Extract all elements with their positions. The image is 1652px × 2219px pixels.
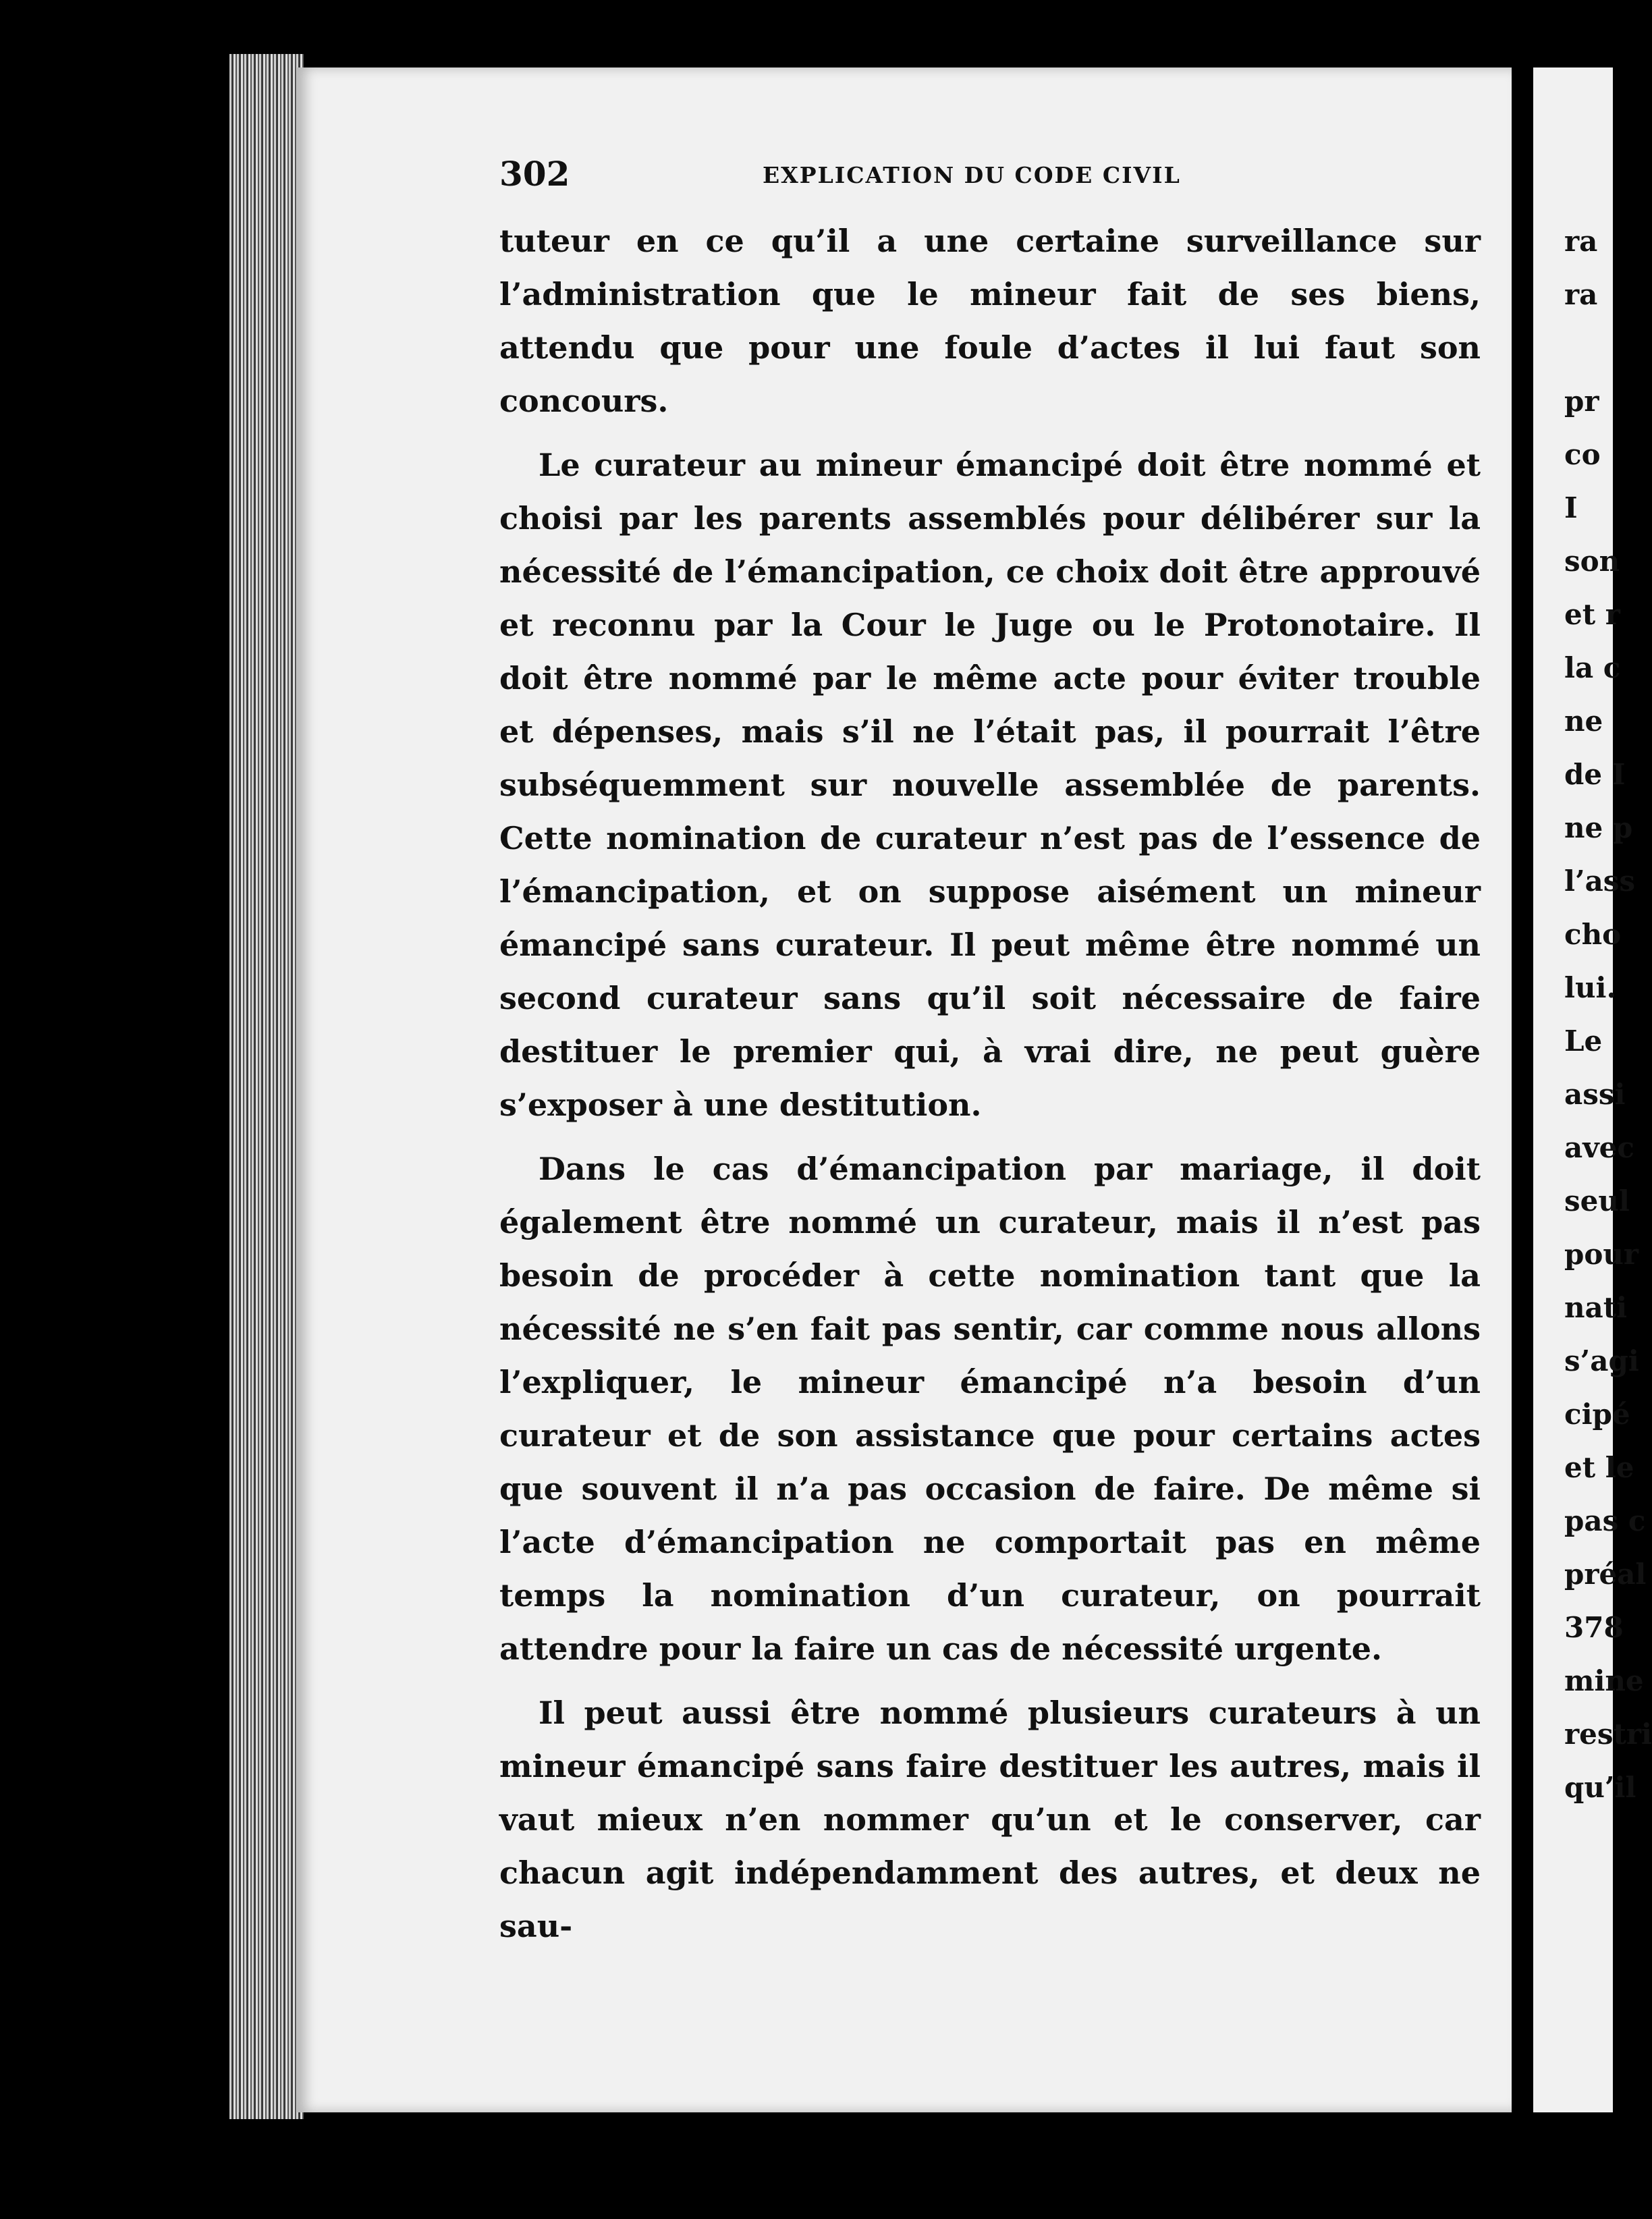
facing-line: ra [1564,225,1598,258]
facing-line: s’agi [1564,1344,1639,1377]
facing-line: avec [1564,1131,1634,1164]
page-edges [229,54,304,2119]
facing-line: co [1564,438,1601,471]
facing-line: et le [1564,1451,1634,1484]
facing-line: mine [1564,1664,1644,1697]
facing-line: I [1564,491,1578,524]
facing-line: ne p [1564,811,1633,844]
facing-line: cho [1564,918,1622,951]
facing-line: pr [1564,385,1599,418]
facing-page-text [1564,215,1652,1814]
facing-line: pas c [1564,1504,1646,1537]
paragraph-1: tuteur en ce qu’il a une certaine surveillance sur l’administration que le mineur fait de ses biens, attendu que pour une foule d’actes il lui faut son concours. [499,223,1481,419]
facing-line: ra [1564,278,1598,311]
running-head [499,154,1485,201]
facing-line: préal [1564,1558,1647,1591]
facing-line: cipé [1564,1398,1630,1431]
facing-line: de I [1564,758,1626,791]
page-number: 302 [499,154,570,194]
facing-line: son [1564,545,1620,578]
facing-line [1564,321,1652,375]
facing-line: Le [1564,1024,1603,1058]
facing-line: lui. [1564,971,1617,1004]
facing-line: 378 [1564,1611,1624,1644]
facing-line: la c [1564,651,1621,684]
facing-line: restri [1564,1718,1652,1751]
facing-line: ne [1564,705,1603,738]
facing-line: l’ass [1564,865,1636,898]
facing-line: assi [1564,1078,1626,1111]
paragraph-2: Le curateur au mineur émancipé doit être nommé et choisi par les parents assemblés pour délibérer sur la nécessité de l’émancipation, ce choix doit être approuvé et reconnu par la Cour le Juge ou le Protonotaire. Il doit être nommé par le même acte pour éviter trouble et dépenses, mais s’il ne l’était pas, il pourrait l’être subséquemment sur nouvelle assemblée de parents. Cette nomination de curateur n’est pas de l’essence de l’émancipation, et on suppose aisément un mineur émancipé sans curateur. Il peut même être nommé un second curateur sans qu’il soit nécessaire de faire destituer le premier qui, à vrai dire, ne peut guère s’exposer à une destitution. [499,447,1481,1123]
facing-line: pour [1564,1238,1639,1271]
page-body [499,215,1481,1964]
facing-line: seul [1564,1184,1630,1217]
facing-line: et r [1564,598,1620,631]
paragraph-3: Dans le cas d’émancipation par mariage, il doit également être nommé un curateur, mais il n’est pas besoin de procéder à cette nomination tant que la nécessité ne s’en fait pas sentir, car comme nous allons l’expliquer, le mineur émancipé n’a besoin d’un curateur et de son assistance que pour certains actes que souvent il n’a pas occasion de faire. De même si l’acte d’émancipation ne comportait pas en même temps la nomination d’un curateur, on pourrait attendre pour la faire un cas de nécessité urgente. [499,1151,1481,1667]
facing-line: nati [1564,1291,1628,1324]
running-title: EXPLICATION DU CODE CIVIL [763,162,1181,188]
paragraph-4: Il peut aussi être nommé plusieurs curateurs à un mineur émancipé sans faire destituer les autres, mais il vaut mieux n’en nommer qu’un et le conserver, car chacun agit indépendamment des autres, et deux ne sau- [499,1695,1481,1944]
facing-line: qu’il [1564,1771,1636,1804]
